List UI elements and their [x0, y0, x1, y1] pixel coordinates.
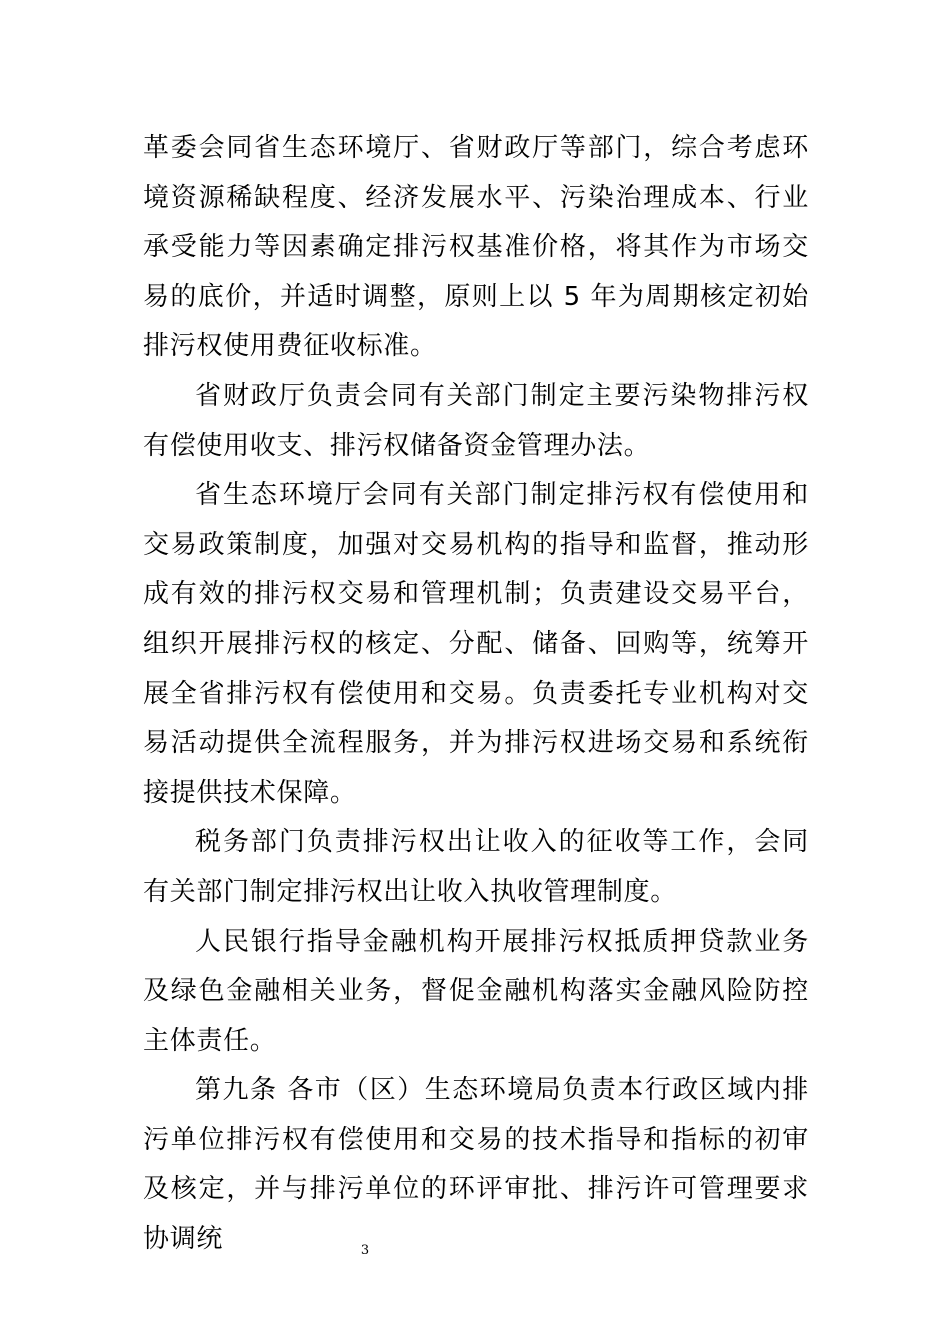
paragraph-tax-dept: 税务部门负责排污权出让收入的征收等工作，会同有关部门制定排污权出让收入执收管理制度。 [143, 827, 809, 907]
paragraph-finance-dept: 省财政厅负责会同有关部门制定主要污染物排污权有偿使用收支、排污权储备资金管理办法。 [143, 380, 809, 461]
paragraph-article-nine: 第九条 各市（区）生态环境局负责本行政区域内排污单位排污权有偿使用和交易的技术指导和指标的初审及核定，并与排污单位的环评审批、排污许可管理要求协调统 [143, 1075, 809, 1255]
paragraph-continuation: 革委会同省生态环境厅、省财政厅等部门，综合考虑环境资源稀缺程度、经济发展水平、污染治理成本、行业承受能力等因素确定排污权基准价格，将其作为市场交易的底价，并适时调整，原则上以 5 年为周期核定初始排污权使用费征收标准。 [143, 133, 809, 362]
body-text [143, 124, 809, 1265]
paragraph-eco-env-dept: 省生态环境厅会同有关部门制定排污权有偿使用和交易政策制度，加强对交易机构的指导和监督，推动形成有效的排污权交易和管理机制；负责建设交易平台，组织开展排污权的核定、分配、储备、回购等，统筹开展全省排污权有偿使用和交易。负责委托专业机构对交易活动提供全流程服务，并为排污权进场交易和系统衔接提供技术保障。 [143, 480, 809, 808]
paragraph-peoples-bank: 人民银行指导金融机构开展排污权抵质押贷款业务及绿色金融相关业务，督促金融机构落实金融风险防控主体责任。 [143, 926, 809, 1056]
page-number: 3 [360, 1243, 370, 1258]
